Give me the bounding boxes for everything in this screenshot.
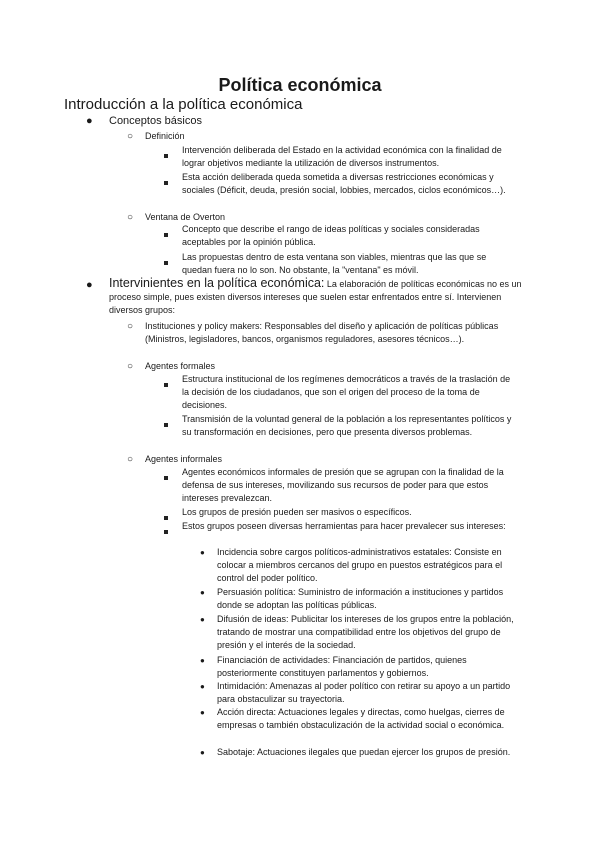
list-item-herramienta <box>200 654 522 680</box>
list-item-definicion <box>127 130 527 143</box>
list-item-instituciones <box>127 320 527 346</box>
list-item-conceptos <box>86 114 566 128</box>
list-item <box>164 506 524 519</box>
list-item-text: Acción directa: Actuaciones legales y directas, como huelgas, cierres de empresas o también obstaculización de la actividad social o económica. <box>217 707 505 731</box>
list-item-label: Conceptos básicos <box>109 115 202 127</box>
list-item-herramienta <box>200 680 522 706</box>
list-item-herramienta <box>200 613 522 653</box>
list-item-text: Estructura institucional de los regímenes democráticos a través de la traslación de la decisión de los ciudadanos, que son el origen del proceso de la toma de decisiones. <box>182 374 511 411</box>
square-bullet-icon <box>164 176 168 189</box>
bullet-icon: ● <box>200 615 205 624</box>
list-item-text: Instituciones y policy makers: Responsables del diseño y aplicación de políticas públicas (Ministros, legisladores, bancos, organismos reguladores, asesores técnicos…). <box>145 321 499 345</box>
square-bullet-icon <box>164 418 168 431</box>
square-bullet-icon <box>164 378 168 391</box>
list-item <box>164 413 519 439</box>
section-heading: Introducción a la política económica <box>64 96 303 113</box>
list-item-label: Definición <box>145 131 185 141</box>
list-item-herramienta <box>200 706 522 732</box>
list-item <box>164 466 524 506</box>
list-item-label: Intervinientes en la política económica: <box>109 276 325 290</box>
circle-bullet-icon: ○ <box>127 131 134 142</box>
list-item-text: Sabotaje: Actuaciones ilegales que puedan ejercer los grupos de presión. <box>217 747 511 757</box>
square-bullet-icon <box>164 256 168 269</box>
list-item <box>164 251 514 277</box>
document-title: Política económica <box>218 75 382 95</box>
list-item-text: Los grupos de presión pueden ser masivos o específicos. <box>182 507 412 517</box>
list-item <box>164 223 514 249</box>
list-item-label: Agentes informales <box>145 454 223 464</box>
bullet-icon: ● <box>200 682 205 691</box>
list-item-informales <box>127 453 527 466</box>
list-item-text: Intervención deliberada del Estado en la actividad económica con la finalidad de lograr objetivos mediante la utilización de diversos instrumentos. <box>182 145 502 169</box>
square-bullet-icon <box>164 228 168 241</box>
square-bullet-icon <box>164 525 168 538</box>
list-item-text: Las propuestas dentro de esta ventana son viables, mientras que las que se quedan fuera no lo son. No obstante, la "ventana" es móvil. <box>182 252 487 276</box>
list-item-text: Persuasión política: Suministro de información a instituciones y partidos donde se adoptan las políticas públicas. <box>217 587 504 611</box>
square-bullet-icon <box>164 471 168 484</box>
list-item-text: Transmisión de la voluntad general de la población a los representantes políticos y su transformación en decisiones, pero que presenta diversos problemas. <box>182 414 512 438</box>
circle-bullet-icon: ○ <box>127 321 134 332</box>
bullet-icon: ● <box>86 279 93 291</box>
list-item-intervinientes <box>86 277 526 318</box>
list-item-herramienta <box>200 746 522 759</box>
list-item <box>164 373 519 413</box>
bullet-icon: ● <box>200 656 205 665</box>
list-item-intro: La elaboración de políticas económicas no es un proceso simple, pues existen diversos intereses que suelen estar enfrentados entre sí. Intervienen diversos grupos: <box>109 279 522 316</box>
list-item-text: Estos grupos poseen diversas herramientas para hacer prevalecer sus intereses: <box>182 521 506 531</box>
list-item-text: Difusión de ideas: Publicitar los intereses de los grupos entre la población, tratando de mostrar una compatibilidad entre los objetivos del grupo de presión y el interés de la sociedad. <box>217 614 514 651</box>
bullet-icon: ● <box>200 588 205 597</box>
list-item <box>164 171 514 197</box>
square-bullet-icon <box>164 149 168 162</box>
bullet-icon: ● <box>200 548 205 557</box>
list-item <box>164 520 524 533</box>
list-item-label: Ventana de Overton <box>145 212 226 222</box>
list-item-text: Esta acción deliberada queda sometida a diversas restricciones económicas y sociales (Déficit, deuda, presión social, lobbies, mercados, ciclos económicos…). <box>182 172 506 196</box>
circle-bullet-icon: ○ <box>127 212 134 223</box>
list-item-herramienta <box>200 586 522 612</box>
list-item-text: Agentes económicos informales de presión que se agrupan con la finalidad de la defensa de sus intereses, movilizando sus recursos de poder para que estos intereses prevalezcan. <box>182 467 504 504</box>
list-item <box>164 144 514 170</box>
list-item-text: Financiación de actividades: Financiación de partidos, quienes posteriormente constituyen parlamentos y gobiernos. <box>217 655 467 679</box>
list-item-text: Concepto que describe el rango de ideas políticas y sociales consideradas aceptables por la opinión pública. <box>182 224 480 248</box>
bullet-icon: ● <box>200 748 205 757</box>
list-item-formales <box>127 360 527 373</box>
list-item-herramienta <box>200 546 522 586</box>
bullet-icon: ● <box>200 708 205 717</box>
list-item-text: Incidencia sobre cargos políticos-administrativos estatales: Consiste en colocar a miembros cercanos del grupo en puestos estratégicos para el control del poder político. <box>217 547 503 584</box>
list-item-text: Intimidación: Amenazas al poder político con retirar su apoyo a un partido para obstaculizar su trayectoria. <box>217 681 511 705</box>
bullet-icon: ● <box>86 115 93 127</box>
circle-bullet-icon: ○ <box>127 454 134 465</box>
circle-bullet-icon: ○ <box>127 361 134 372</box>
list-item-label: Agentes formales <box>145 361 216 371</box>
